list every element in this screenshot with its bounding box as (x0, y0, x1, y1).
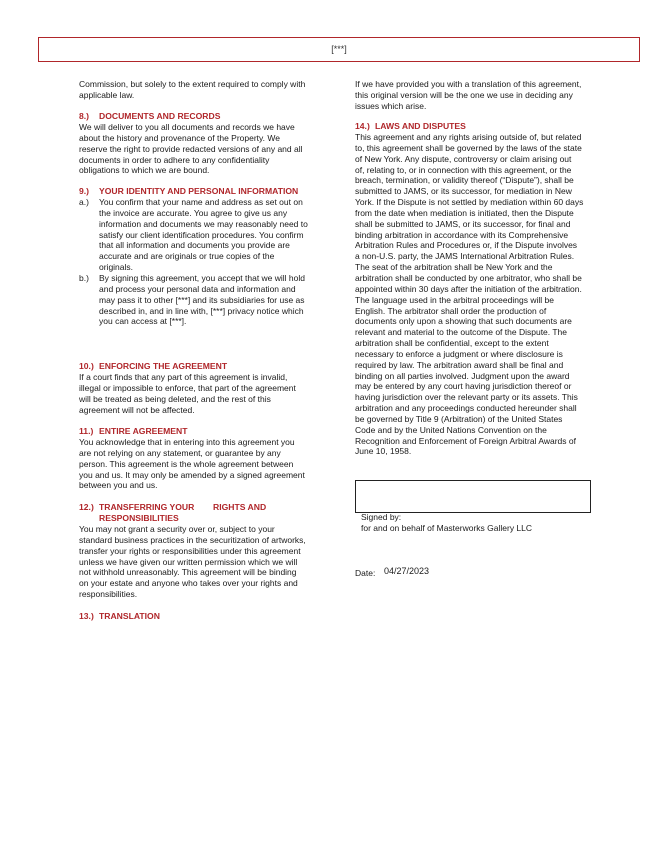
section-title-part: TRANSFERRING YOUR (99, 502, 195, 512)
text-line: accurate and are originals or true copies of the (99, 251, 275, 262)
text-line: arbitration shall be confidential, except to the extent (355, 338, 549, 349)
text-line: English. The arbitrator shall order the production of (355, 305, 547, 316)
text-line: If we have provided you with a translation of this agreement, (355, 79, 582, 89)
text-line: about the history and provenance of the Property. We (79, 132, 280, 143)
section-number: 12.) (79, 502, 94, 512)
heading-transferring (79, 502, 267, 513)
text-line: from the date when mediation is initiated, then the Dispute (355, 207, 574, 218)
text-line: Recognition and Enforcement of Foreign Arbitral Awards of (355, 435, 576, 446)
text-line: agreement will not be affected. (79, 404, 195, 415)
heading-documents-records (79, 111, 220, 122)
text-line: satisfy our client identification procedures. You confirm (99, 229, 304, 240)
text-line: to, this agreement shall be governed by the laws of the state (355, 142, 582, 153)
text-line: illegal or impossible to enforce, that part of the agreement (79, 382, 296, 393)
date-label: Date: (355, 568, 376, 578)
text-line: The seat of the arbitration shall be New York and the (355, 262, 553, 273)
list-label: a.) (79, 197, 89, 207)
text-line: breach, termination, or validity thereof (“Dispute”), shall be (355, 175, 574, 186)
text-line: York. If the Dispute is not settled by mediation within 60 days (355, 197, 584, 208)
text-line: This agreement and any rights arising outside of, but related (355, 132, 582, 142)
page-header (38, 37, 640, 62)
list-text (99, 273, 305, 327)
header-text: [***] (331, 44, 347, 54)
signed-by-label: Signed by: (361, 512, 402, 522)
text-line: You confirm that your name and address as set out on (99, 197, 303, 207)
heading-translation (79, 611, 160, 622)
text-line: are not relying on any statement, or guarantee by any (79, 447, 281, 458)
on-behalf-label: for and on behalf of Masterworks Gallery LLC (361, 523, 533, 533)
section-number: 14.) (355, 121, 370, 131)
paragraph-translation (355, 79, 581, 112)
text-line: you can access at [***]. (99, 316, 187, 327)
text-line: The language used in the arbitral proceedings will be (355, 294, 554, 305)
section-title-part: RIGHTS AND (213, 502, 267, 512)
paragraph-enforcing (79, 372, 296, 415)
heading-laws-disputes (355, 121, 466, 132)
text-line: Arbitration Rules and Procedures or, if the Dispute involves (355, 240, 578, 251)
text-line: submitted to JAMS, or its successor, for mediation in New (355, 186, 572, 197)
text-line: reserve the right to provide redacted versions of any and all (79, 143, 303, 154)
list-text (99, 197, 308, 273)
text-line: obligations to which we are bound. (79, 165, 210, 176)
text-line: relevant and material to the outcome of the Dispute. The (355, 327, 567, 338)
text-line: necessary to enforce a judgment or where disclosure is (355, 348, 563, 359)
paragraph-documents-records (79, 122, 303, 176)
text-line: By signing this agreement, you accept that we will hold (99, 273, 306, 283)
heading-transferring-cont: RESPONSIBILITIES (99, 513, 179, 523)
section-number: 9.) (79, 186, 90, 196)
list-label: b.) (79, 273, 89, 283)
text-line: will be treated as being deleted, and the rest of this (79, 393, 271, 404)
text-line: may be entered by any court having jurisdiction thereof or (355, 381, 572, 392)
text-line: issues which arise. (355, 100, 427, 111)
text-line: appointed within 30 days after the initiation of the arbitration. (355, 283, 582, 294)
section-number: 10.) (79, 361, 94, 371)
text-line: transfer your rights or responsibilities under this agreement (79, 545, 301, 556)
text-line: on your estate and anyone who takes over your rights and (79, 578, 298, 589)
section-title: DOCUMENTS AND RECORDS (99, 111, 221, 121)
paragraph-intro-left (79, 79, 305, 101)
text-line: binding on all parties involved. Judgment upon the award (355, 370, 570, 381)
text-line: applicable law. (79, 89, 135, 100)
text-line: and process your personal data and information and (99, 283, 296, 294)
date-value: 04/27/2023 (384, 566, 430, 576)
text-line: having jurisdiction over the relevant party or its assets. This (355, 392, 578, 403)
section-number: 8.) (79, 111, 90, 121)
text-line: responsibilities. (79, 589, 138, 600)
text-line: You may not grant a security over or, subject to your (79, 524, 275, 534)
text-line: We will deliver to you all documents and records we have (79, 122, 295, 132)
text-line: You acknowledge that in entering into this agreement you (79, 437, 295, 447)
text-line: documents in order to adhere to any confidentiality (79, 154, 270, 165)
heading-identity (79, 186, 298, 197)
text-line: a non-U.S. party, the JAMS International Arbitration Rules. (355, 251, 575, 262)
section-number: 13.) (79, 611, 94, 621)
text-line: required by law. The arbitration award shall be final and (355, 359, 564, 370)
text-line: that all information and documents you provide are (99, 240, 290, 251)
text-line: shall be submitted to JAMS, or its successor, for final and (355, 218, 571, 229)
section-title: ENFORCING THE AGREEMENT (99, 361, 228, 371)
text-line: you and us. It may only be amended by a signed agreement (79, 469, 305, 480)
text-line: information and documents we may reasonably need to (99, 218, 308, 229)
text-line: person. This agreement is the whole agreement between (79, 458, 294, 469)
text-line: arbitration and any proceedings conducted hereunder shall (355, 403, 577, 414)
text-line: this original version will be the one we use in deciding any (355, 89, 573, 100)
signature-box[interactable] (355, 480, 591, 513)
paragraph-laws-disputes (355, 132, 583, 457)
text-line: of New York. Any dispute, controversy or claim arising out (355, 153, 572, 164)
text-line: between you and us. (79, 480, 158, 491)
section-number: 11.) (79, 426, 94, 436)
text-line: not withhold unreasonably. This agreement will be binding (79, 567, 297, 578)
section-title: ENTIRE AGREEMENT (99, 426, 188, 436)
text-line: be governed by Title 9 (Arbitration) of the United States (355, 413, 563, 424)
text-line: the invoice are accurate. You agree to give us any (99, 207, 288, 218)
paragraph-entire-agreement (79, 437, 305, 491)
text-line: standard business practices in the securitization of artworks, (79, 534, 306, 545)
heading-entire-agreement (79, 426, 188, 437)
heading-enforcing (79, 361, 227, 372)
text-line: of, relating to, or in connection with this agreement, or the (355, 164, 572, 175)
text-line: Code and by the United Nations Convention on the (355, 424, 547, 435)
text-line: unless we have given our written permission which we will (79, 556, 298, 567)
text-line: If a court finds that any part of this agreement is invalid, (79, 372, 288, 382)
section-title: YOUR IDENTITY AND PERSONAL INFORMATION (99, 186, 299, 196)
text-line: binding arbitration in accordance with its Comprehensive (355, 229, 569, 240)
paragraph-transferring (79, 524, 306, 600)
text-line: Commission, but solely to the extent required to comply with (79, 79, 306, 89)
text-line: originals. (99, 262, 134, 273)
text-line: may pass it to other [***] and its subsidiaries for use as (99, 294, 305, 305)
text-line: June 10, 1958. (355, 446, 412, 457)
text-line: described in, and in line with, [***] privacy notice which (99, 305, 304, 316)
section-title: TRANSLATION (99, 611, 160, 621)
section-title: LAWS AND DISPUTES (375, 121, 466, 131)
text-line: documents only upon a showing that such documents are (355, 316, 572, 327)
text-line: arbitration shall be conducted by one arbitrator, who shall be (355, 272, 582, 283)
